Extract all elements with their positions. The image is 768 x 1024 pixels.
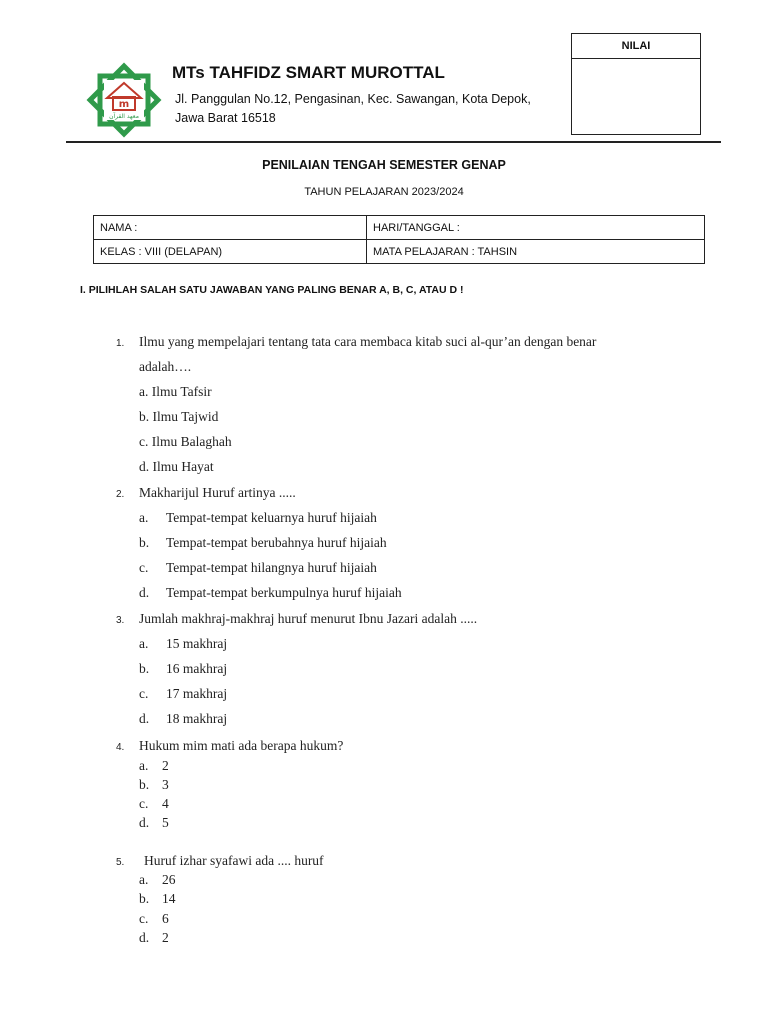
question-text: Huruf izhar syafawi ada .... huruf (144, 853, 324, 868)
option-letter: b. (139, 891, 150, 906)
question-text: Ilmu yang mempelajari tentang tata cara membaca kitab suci al-qur’an dengan benar (139, 334, 597, 349)
option: 26 (162, 872, 176, 887)
question-number: 5. (116, 857, 125, 868)
address-line-1: Jl. Panggulan No.12, Pengasinan, Kec. Sawangan, Kota Depok, (175, 92, 531, 106)
option-letter: c. (139, 560, 149, 575)
option: 4 (162, 796, 169, 811)
score-label: NILAI (572, 34, 700, 59)
option: 3 (162, 777, 169, 792)
school-name: MTs TAHFIDZ SMART MUROTTAL (172, 63, 445, 82)
question-number: 2. (116, 489, 125, 500)
address-line-2: Jawa Barat 16518 (175, 111, 276, 125)
option: Tempat-tempat berkumpulnya huruf hijaiah (166, 585, 402, 600)
option-letter: c. (139, 796, 149, 811)
date-cell: HARI/TANGGAL : (367, 216, 705, 240)
score-box (571, 33, 701, 135)
option-letter: b. (139, 661, 150, 676)
option-letter: d. (139, 585, 150, 600)
exam-year: TAHUN PELAJARAN 2023/2024 (304, 186, 464, 198)
option: 2 (162, 758, 169, 773)
question-number: 4. (116, 742, 125, 753)
option-letter: d. (139, 711, 150, 726)
option: 15 makhraj (166, 636, 228, 651)
option: Tempat-tempat berubahnya huruf hijaiah (166, 535, 387, 550)
question-text: adalah…. (139, 359, 192, 374)
option-letter: a. (139, 872, 149, 887)
logo-text: معهد القرآن (109, 113, 139, 120)
exam-title: PENILAIAN TENGAH SEMESTER GENAP (262, 158, 506, 172)
option-letter: c. (139, 686, 149, 701)
option: 5 (162, 815, 169, 830)
option: 17 makhraj (166, 686, 228, 701)
question-text: Makharijul Huruf artinya ..... (139, 485, 296, 500)
svg-text:m: m (118, 99, 130, 110)
option: 14 (162, 891, 176, 906)
option: b. Ilmu Tajwid (139, 409, 219, 424)
option: Tempat-tempat hilangnya huruf hijaiah (166, 560, 377, 575)
school-logo (86, 62, 162, 138)
question-number: 1. (116, 338, 125, 349)
subject-cell: MATA PELAJARAN : TAHSIN (367, 240, 705, 264)
option-letter: d. (139, 815, 150, 830)
option: 18 makhraj (166, 711, 228, 726)
student-info-table (93, 215, 705, 264)
option: Tempat-tempat keluarnya huruf hijaiah (166, 510, 377, 525)
option: 16 makhraj (166, 661, 228, 676)
option: a. Ilmu Tafsir (139, 384, 212, 399)
question-text: Hukum mim mati ada berapa hukum? (139, 738, 344, 753)
option-letter: a. (139, 636, 149, 651)
option-letter: d. (139, 930, 150, 945)
question-number: 3. (116, 615, 125, 626)
option: 6 (162, 911, 169, 926)
question-text: Jumlah makhraj-makhraj huruf menurut Ibnu Jazari adalah ..... (139, 611, 478, 626)
option-letter: a. (139, 510, 149, 525)
section-title: I. PILIHLAH SALAH SATU JAWABAN YANG PALING BENAR A, B, C, ATAU D ! (80, 284, 464, 296)
option-letter: c. (139, 911, 149, 926)
option-letter: b. (139, 535, 150, 550)
option: d. Ilmu Hayat (139, 459, 214, 474)
class-cell: KELAS : VIII (DELAPAN) (94, 240, 367, 264)
option: 2 (162, 930, 169, 945)
option-letter: b. (139, 777, 150, 792)
header-divider (66, 141, 721, 143)
option: c. Ilmu Balaghah (139, 434, 232, 449)
option-letter: a. (139, 758, 149, 773)
school-address (175, 90, 555, 128)
name-cell: NAMA : (94, 216, 367, 240)
